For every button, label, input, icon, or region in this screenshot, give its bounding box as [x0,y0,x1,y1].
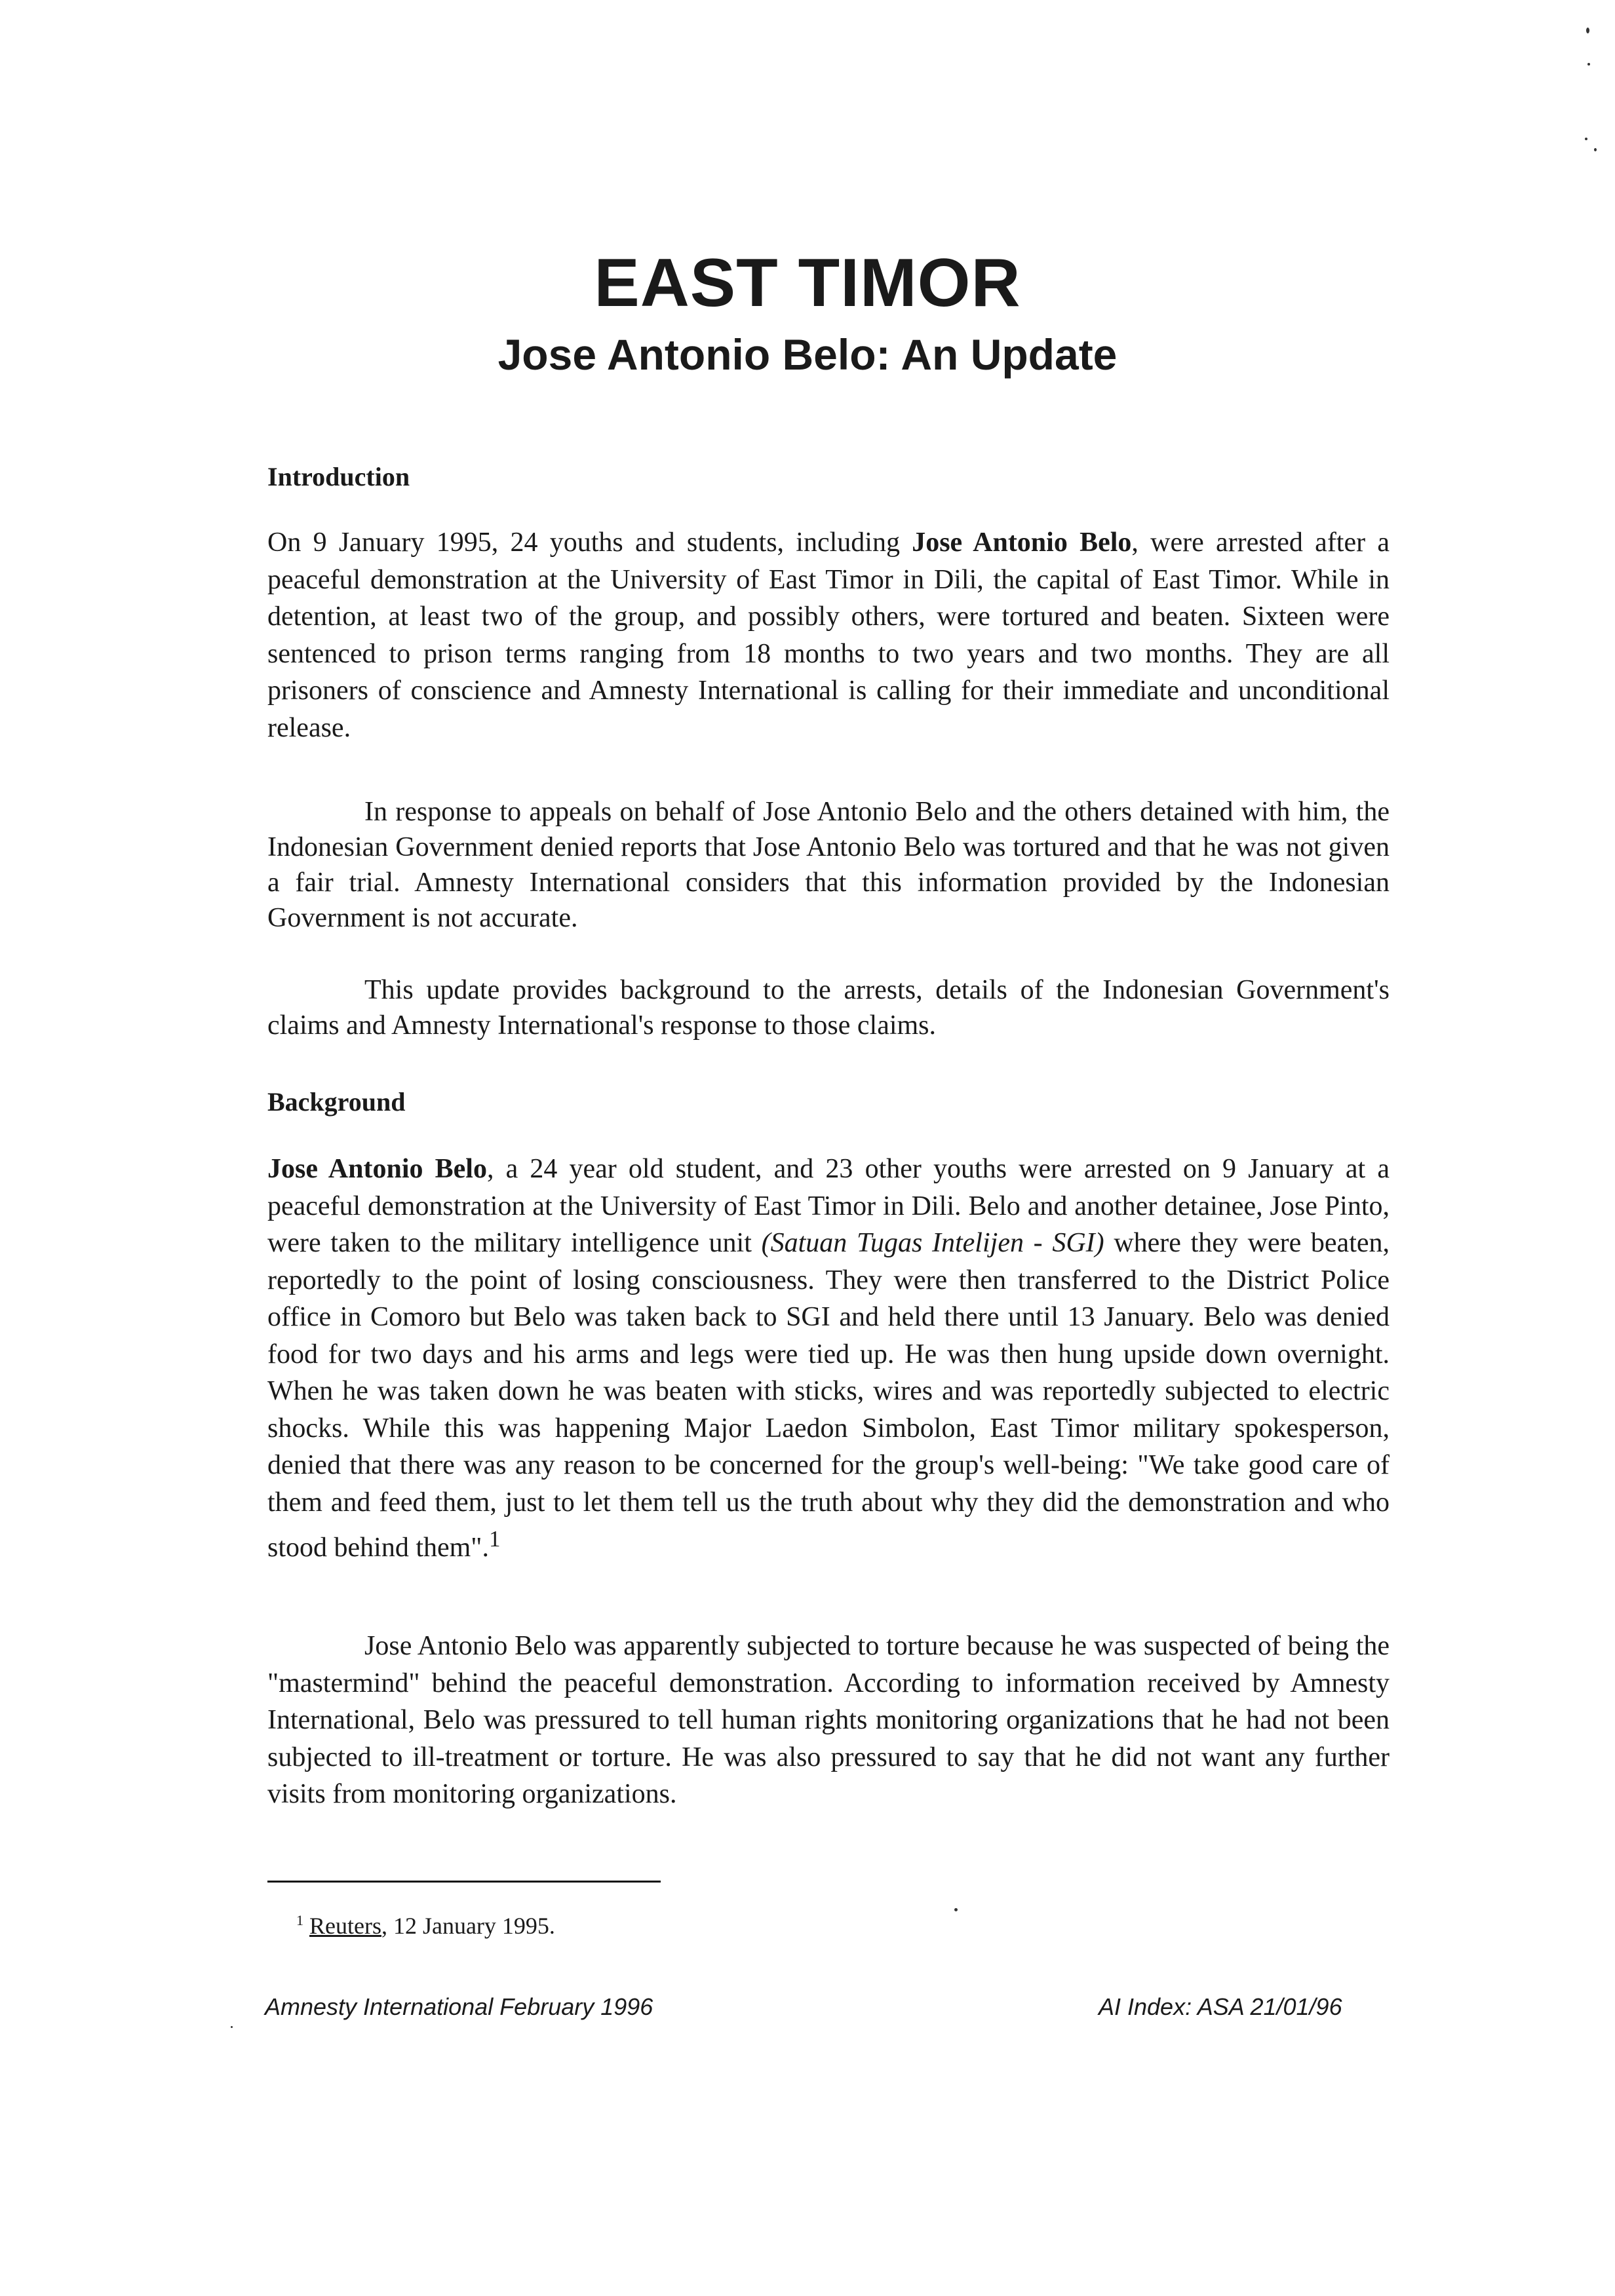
scan-speck [1586,28,1589,33]
scan-speck [954,1908,958,1911]
scan-speck [1585,138,1587,140]
background-paragraph-2: Jose Antonio Belo was apparently subjected to torture because he was suspected of being the "mastermind" behind the peaceful demonstration. According to information received by Amnesty International, Belo was pressured to tell human rights monitoring organizations that he had not been subjected to ill-treatment or torture. He was also pressured to say that he did not want any further visits from monitoring organizations. [267,1631,1390,1809]
scan-speck [1587,63,1590,66]
document-subtitle: Jose Antonio Belo: An Update [497,330,1118,379]
heading-introduction: Introduction [267,462,410,491]
footnote [296,1912,555,1940]
intro-paragraph-2: In response to appeals on behalf of Jose Antonio Belo and the others detained with him, the Indonesian Government denied reports that Jose Antonio Belo was tortured and that he was not given a fair trial. Amnesty International considers that this information provided by the Indonesian Government is not accurate. [267,797,1390,933]
footer-index: AI Index: ASA 21/01/96 [1099,1993,1342,2020]
intro-p1-lead: On 9 January 1995, 24 youths and students, including [267,527,912,558]
footer-publisher: Amnesty International February 1996 [265,1993,653,2020]
footnote-date: , 12 January 1995. [381,1913,555,1939]
document-title: EAST TIMOR [594,245,1021,321]
intro-p1-name: Jose Antonio Belo [912,527,1132,558]
intro-paragraph-1 [267,524,1390,746]
footnote-divider [267,1881,661,1883]
scan-speck [231,2026,233,2028]
background-p1-name: Jose Antonio Belo [267,1154,487,1184]
footnote-source: Reuters [309,1913,381,1939]
scan-speck [1594,148,1597,151]
footnote-mark: 1 [296,1912,303,1928]
background-paragraph-1 [267,1151,1390,1567]
intro-paragraph-3: This update provides background to the arrests, details of the Indonesian Government's claims and Amnesty International's response to those claims. [267,975,1390,1041]
heading-background: Background [267,1087,406,1117]
background-p1-text-a: , a 24 year old student, and 23 other youths were arrested on 9 January at a peaceful demonstration at the University of East Timor in Dili. Belo and another detainee, Jose Pinto, were taken to the military intelligence unit [267,1154,1390,1258]
footnote-reference: 1 [488,1526,501,1552]
intro-p1-rest: , were arrested after a peaceful demonstration at the University of East Timor in Dili, the capital of East Timor. While in detention, at least two of the group, and possibly others, were tortured and beaten. Sixteen were sentenced to prison terms ranging from 18 months to two years and two months. They are all prisoners of conscience and Amnesty International is calling for their immediate and unconditional release. [267,527,1390,743]
background-p1-text-b: where they were beaten, reportedly to the point of losing consciousness. They were then transferred to the District Police office in Comoro but Belo was taken back to SGI and held there until 13 January. Belo was denied food for two days and his arms and legs were tied up. He was then hung upside down overnight. When he was taken down he was beaten with sticks, wires and was reportedly subjected to electric shocks. While this was happening Major Laedon Simbolon, East Timor military spokesperson, denied that there was any reason to be concerned for the group's well-being: "We take good care of them and feed them, just to let them tell us the truth about why they did the demonstration and who stood behind them". [267,1228,1390,1563]
background-p1-unit: (Satuan Tugas Intelijen - SGI) [761,1228,1104,1258]
